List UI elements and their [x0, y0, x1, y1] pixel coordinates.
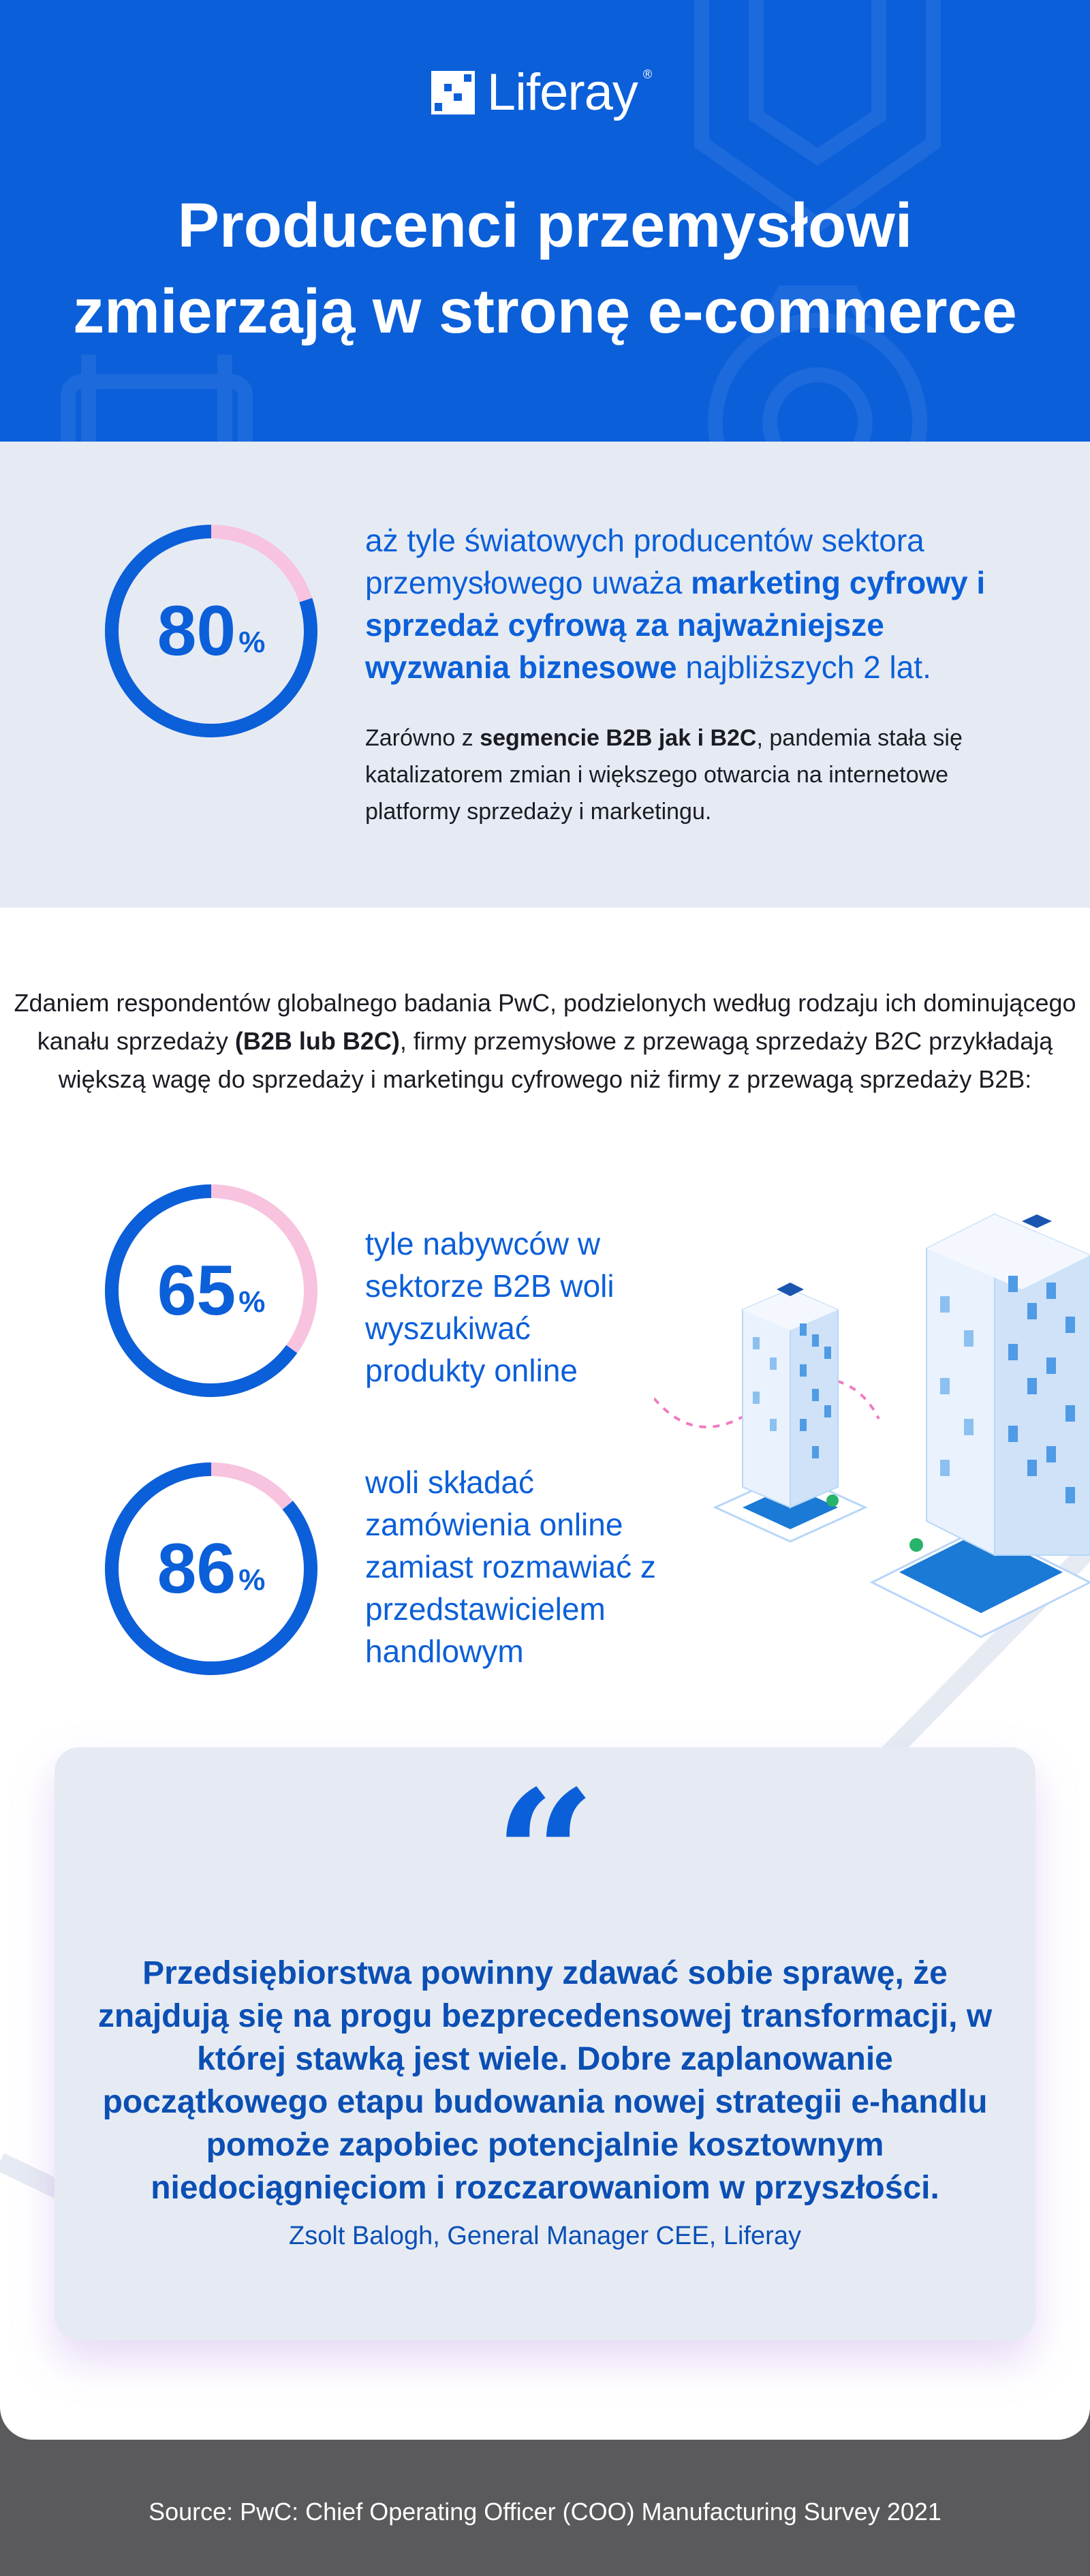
stat-unit: % — [238, 1563, 266, 1597]
stat-value: 80 — [157, 591, 236, 671]
stat-86-text: woli składać zamówienia online zamiast rozmawiać z przedstawicielem handlowym — [365, 1465, 656, 1669]
stat-value: 86 — [157, 1529, 236, 1608]
stat-80-lead: aż tyle światowych producentów sektora przemysłowego uważa marketing cyfrowy i sprzedaż cyfrową za najważniejsze wyzwania biznesowe najbliższych 2 lat. — [365, 523, 986, 685]
intro-highlight: (B2B lub B2C) — [234, 1027, 400, 1055]
stat-unit: % — [238, 626, 266, 659]
lead-highlight: marketing cyfrowy i sprzedaż cyfrową za najważniejsze wyzwania biznesowe — [365, 565, 986, 685]
survey-intro: Zdaniem respondentów globalnego badania PwC, podzielonych według rodzaju ich dominującego kanału sprzedaży (B2B lub B2C), firmy przemysłowe z przewagą sprzedaży B2C przykładają większą wagę do sprzedaży i marketingu cyfrowego niż firmy z przewagą sprzedaży B2B: — [14, 989, 1076, 1093]
stat-ring-80 — [102, 522, 320, 740]
sub-highlight: segmencie B2B jak i B2C — [480, 725, 757, 751]
logo-wordmark: Liferay — [486, 63, 638, 121]
stat-65-text: tyle nabywców w sektorze B2B woli wyszukiwać produkty online — [365, 1226, 614, 1388]
quote-text: Przedsiębiorstwa powinny zdawać sobie sprawę, że znajdują się na progu bezprecedensowej transformacji, w której stawką jest wiele. Dobre zaplanowanie początkowego etapu budowania nowej strategii e-handlu pomoże zapobiec potencjalnie kosztownym niedociągnięciom i rozczarowaniom w przyszłości. — [97, 1955, 993, 2206]
title-line-2: zmierzają w stronę e-commerce — [73, 277, 1017, 346]
office-buildings-illustration — [654, 1201, 1090, 1678]
quote-author: Zsolt Balogh, General Manager CEE, Liferay — [289, 2222, 801, 2250]
title-line-1: Producenci przemysłowi — [177, 191, 913, 260]
source-footer: Source: PwC: Chief Operating Officer (COO) Manufacturing Survey 2021 — [149, 2498, 941, 2526]
stat-section-80 — [0, 442, 1090, 908]
stat-unit: % — [238, 1285, 266, 1319]
page-title — [0, 183, 1090, 354]
liferay-logo-icon — [431, 71, 475, 114]
stat-ring-65 — [102, 1182, 320, 1400]
stat-ring-86 — [102, 1460, 320, 1678]
content-card — [0, 908, 1090, 2440]
quote-card — [54, 1747, 1036, 2340]
stat-80-subtext: Zarówno z segmencie B2B jak i B2C, pandemia stała się katalizatorem zmian i większego otwarcia na internetowe platformy sprzedaży i marketingu. — [365, 725, 963, 825]
header-banner — [0, 0, 1090, 442]
quote-mark-icon: “ — [494, 1752, 596, 1960]
registered-mark: ® — [642, 67, 653, 81]
stat-value: 65 — [157, 1251, 236, 1330]
liferay-logo[interactable] — [0, 63, 1090, 122]
